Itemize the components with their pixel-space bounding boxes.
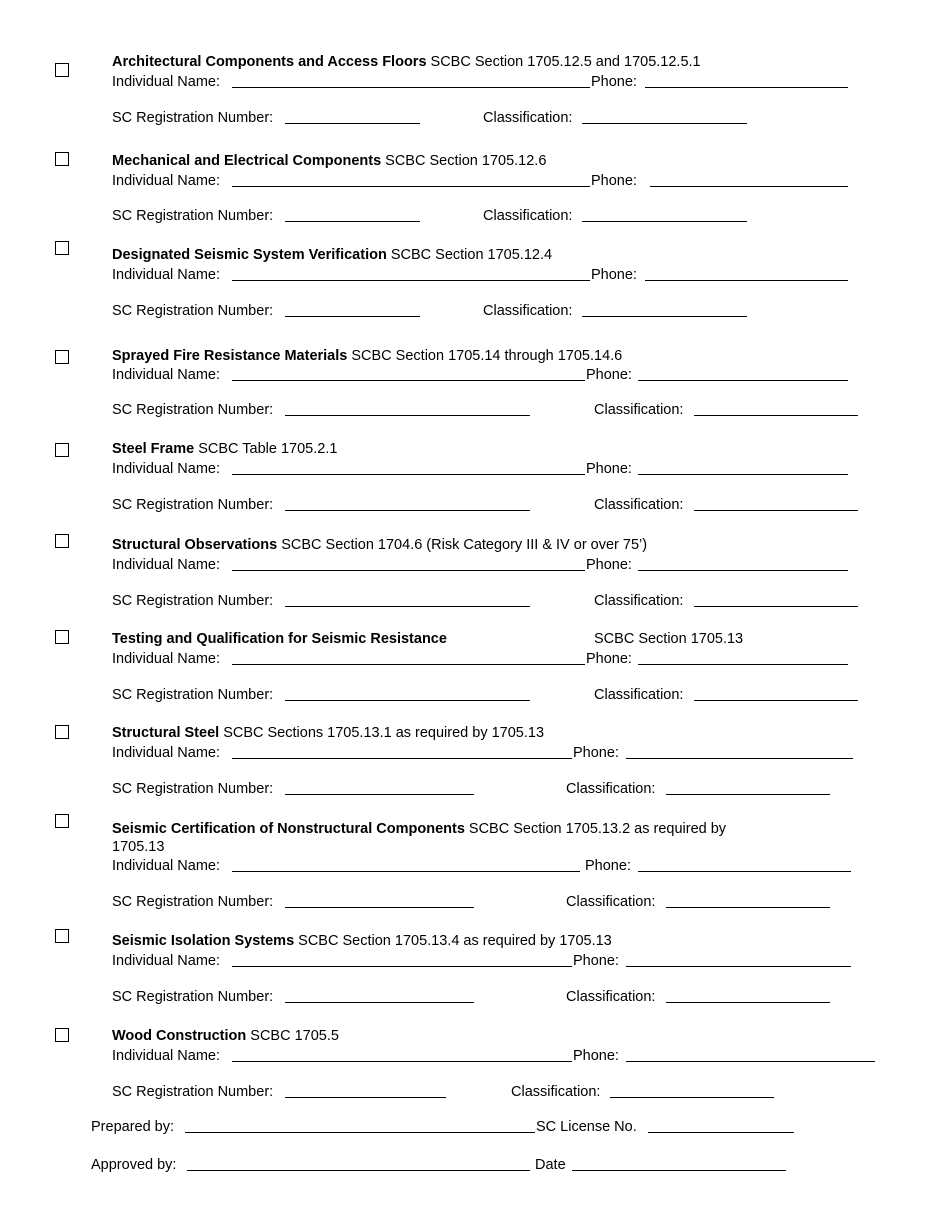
phone-field[interactable] <box>638 570 848 571</box>
section-reference: SCBC Section 1705.13 <box>594 631 744 647</box>
sc-registration-label: SC Registration Number: <box>112 781 274 797</box>
sc-registration-field[interactable] <box>285 1097 446 1098</box>
classification-field[interactable] <box>694 606 858 607</box>
sc-registration-field[interactable] <box>285 907 474 908</box>
individual-name-label: Individual Name: <box>112 953 220 969</box>
individual-name-label: Individual Name: <box>112 267 220 283</box>
classification-field[interactable] <box>582 123 747 124</box>
individual-name-label: Individual Name: <box>112 745 220 761</box>
individual-name-label: Individual Name: <box>112 74 220 90</box>
checkbox[interactable] <box>55 534 69 548</box>
sc-registration-label: SC Registration Number: <box>112 989 274 1005</box>
individual-name-field[interactable] <box>232 1061 572 1062</box>
sc-registration-label: SC Registration Number: <box>112 208 274 224</box>
checkbox[interactable] <box>55 929 69 943</box>
classification-label: Classification: <box>483 303 573 319</box>
classification-label: Classification: <box>566 894 656 910</box>
sc-registration-label: SC Registration Number: <box>112 303 274 319</box>
checkbox[interactable] <box>55 350 69 364</box>
section-title: Structural Observations SCBC Section 1704.6 (Risk Category III & IV or over 75’) <box>112 537 648 553</box>
sc-registration-label: SC Registration Number: <box>112 110 274 126</box>
classification-field[interactable] <box>582 316 747 317</box>
sc-registration-label: SC Registration Number: <box>112 1084 274 1100</box>
individual-name-field[interactable] <box>232 966 572 967</box>
phone-field[interactable] <box>626 966 851 967</box>
checkbox[interactable] <box>55 1028 69 1042</box>
individual-name-field[interactable] <box>232 871 580 872</box>
individual-name-field[interactable] <box>232 280 590 281</box>
checkbox[interactable] <box>55 725 69 739</box>
sc-registration-field[interactable] <box>285 794 474 795</box>
classification-label: Classification: <box>566 781 656 797</box>
phone-label: Phone: <box>585 858 631 874</box>
classification-label: Classification: <box>594 497 684 513</box>
phone-label: Phone: <box>573 953 619 969</box>
classification-field[interactable] <box>694 510 858 511</box>
phone-field[interactable] <box>638 474 848 475</box>
phone-label: Phone: <box>573 745 619 761</box>
sc-registration-label: SC Registration Number: <box>112 894 274 910</box>
phone-label: Phone: <box>591 173 637 189</box>
checkbox[interactable] <box>55 814 69 828</box>
phone-label: Phone: <box>591 267 637 283</box>
classification-field[interactable] <box>694 700 858 701</box>
sc-registration-label: SC Registration Number: <box>112 687 274 703</box>
phone-label: Phone: <box>586 651 632 667</box>
classification-label: Classification: <box>511 1084 601 1100</box>
section-title: Wood Construction SCBC 1705.5 <box>112 1028 339 1044</box>
prepared-by-label: Prepared by: <box>91 1119 175 1135</box>
checkbox[interactable] <box>55 152 69 166</box>
phone-label: Phone: <box>591 74 637 90</box>
approved-by-label: Approved by: <box>91 1157 177 1173</box>
sc-registration-field[interactable] <box>285 415 530 416</box>
individual-name-field[interactable] <box>232 380 585 381</box>
sc-registration-field[interactable] <box>285 606 530 607</box>
section-title: Architectural Components and Access Floors SCBC Section 1705.12.5 and 1705.12.5.1 <box>112 54 701 70</box>
section-title-continued: 1705.13 <box>112 839 165 855</box>
phone-field[interactable] <box>645 87 848 88</box>
sc-registration-field[interactable] <box>285 316 420 317</box>
prepared-by-field[interactable] <box>185 1132 535 1133</box>
date-field[interactable] <box>572 1170 786 1171</box>
checkbox[interactable] <box>55 241 69 255</box>
sc-registration-field[interactable] <box>285 123 420 124</box>
individual-name-field[interactable] <box>232 186 590 187</box>
classification-field[interactable] <box>610 1097 774 1098</box>
phone-field[interactable] <box>626 758 853 759</box>
classification-field[interactable] <box>666 907 830 908</box>
classification-field[interactable] <box>694 415 858 416</box>
section-title: Seismic Certification of Nonstructural Components SCBC Section 1705.13.2 as required by <box>112 821 727 837</box>
individual-name-field[interactable] <box>232 474 585 475</box>
classification-label: Classification: <box>594 687 684 703</box>
sc-registration-field[interactable] <box>285 510 530 511</box>
phone-label: Phone: <box>573 1048 619 1064</box>
sc-registration-field[interactable] <box>285 221 420 222</box>
individual-name-field[interactable] <box>232 570 585 571</box>
classification-label: Classification: <box>594 402 684 418</box>
classification-label: Classification: <box>566 989 656 1005</box>
section-title: Seismic Isolation Systems SCBC Section 1705.13.4 as required by 1705.13 <box>112 933 612 949</box>
phone-field[interactable] <box>650 186 848 187</box>
phone-label: Phone: <box>586 461 632 477</box>
phone-field[interactable] <box>638 664 848 665</box>
classification-label: Classification: <box>483 110 573 126</box>
individual-name-label: Individual Name: <box>112 557 220 573</box>
phone-label: Phone: <box>586 557 632 573</box>
phone-field[interactable] <box>645 280 848 281</box>
section-title: Structural Steel SCBC Sections 1705.13.1 as required by 1705.13 <box>112 725 545 741</box>
individual-name-label: Individual Name: <box>112 858 220 874</box>
individual-name-field[interactable] <box>232 758 572 759</box>
sc-registration-label: SC Registration Number: <box>112 497 274 513</box>
section-title: Steel Frame SCBC Table 1705.2.1 <box>112 441 338 457</box>
sc-registration-label: SC Registration Number: <box>112 593 274 609</box>
individual-name-label: Individual Name: <box>112 1048 220 1064</box>
individual-name-label: Individual Name: <box>112 173 220 189</box>
phone-field[interactable] <box>626 1061 875 1062</box>
individual-name-field[interactable] <box>232 664 585 665</box>
classification-field[interactable] <box>582 221 747 222</box>
section-title: Designated Seismic System Verification SCBC Section 1705.12.4 <box>112 247 553 263</box>
phone-field[interactable] <box>638 871 851 872</box>
sc-license-label: SC License No. <box>536 1119 637 1135</box>
individual-name-field[interactable] <box>232 87 590 88</box>
checkbox[interactable] <box>55 443 69 457</box>
section-title: Testing and Qualification for Seismic Resistance <box>112 631 447 647</box>
individual-name-label: Individual Name: <box>112 651 220 667</box>
sc-license-field[interactable] <box>648 1132 794 1133</box>
classification-field[interactable] <box>666 1002 830 1003</box>
approved-by-field[interactable] <box>187 1170 530 1171</box>
checkbox[interactable] <box>55 630 69 644</box>
phone-label: Phone: <box>586 367 632 383</box>
sc-registration-label: SC Registration Number: <box>112 402 274 418</box>
classification-label: Classification: <box>483 208 573 224</box>
section-title: Sprayed Fire Resistance Materials SCBC Section 1705.14 through 1705.14.6 <box>112 348 623 364</box>
individual-name-label: Individual Name: <box>112 461 220 477</box>
phone-field[interactable] <box>638 380 848 381</box>
classification-label: Classification: <box>594 593 684 609</box>
section-title: Mechanical and Electrical Components SCBC Section 1705.12.6 <box>112 153 547 169</box>
classification-field[interactable] <box>666 794 830 795</box>
individual-name-label: Individual Name: <box>112 367 220 383</box>
checkbox[interactable] <box>55 63 69 77</box>
sc-registration-field[interactable] <box>285 1002 474 1003</box>
sc-registration-field[interactable] <box>285 700 530 701</box>
date-label: Date <box>535 1157 566 1173</box>
